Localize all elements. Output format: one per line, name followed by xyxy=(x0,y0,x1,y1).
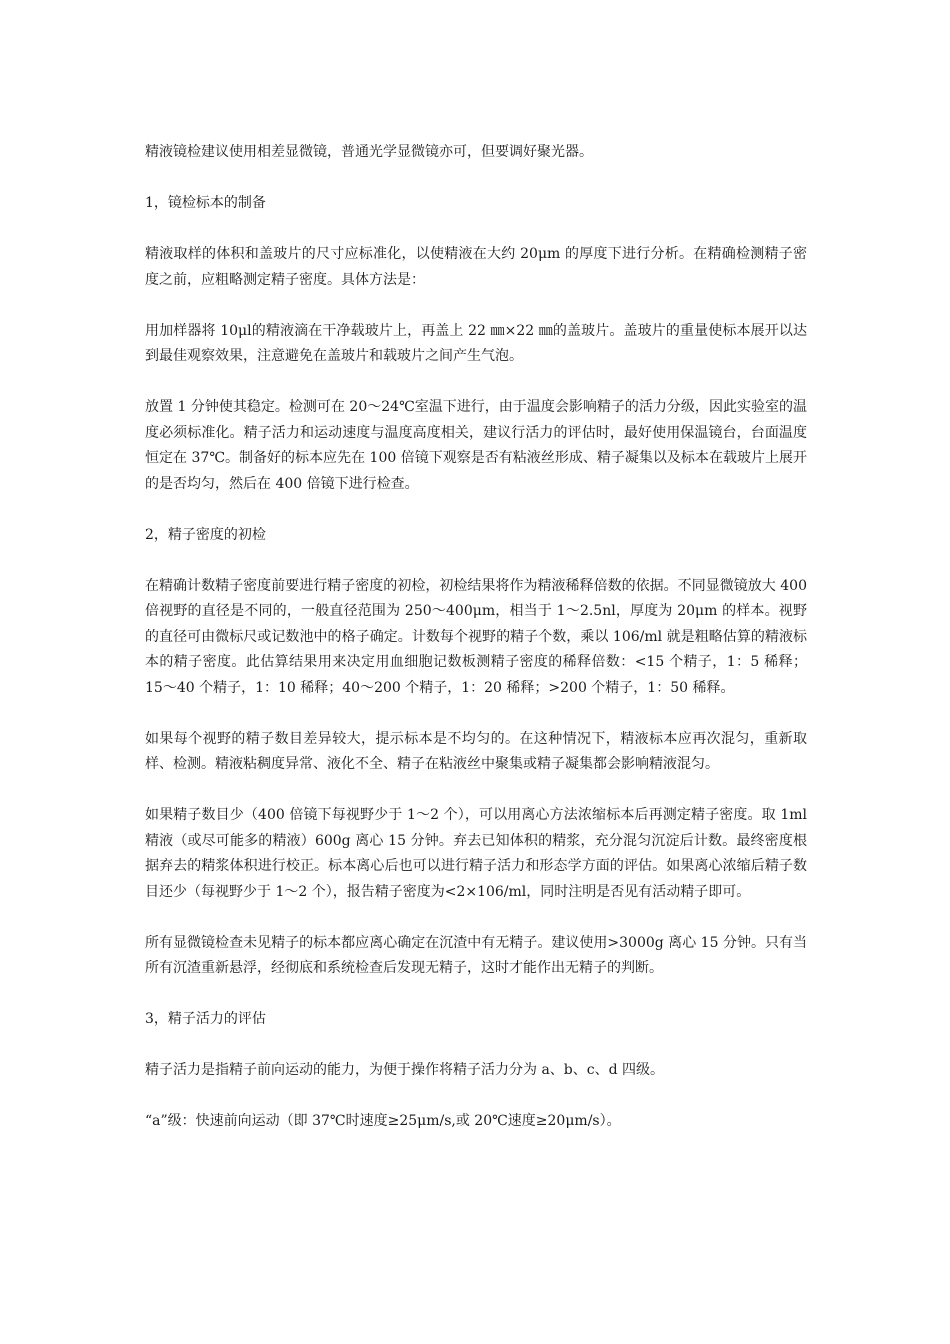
section-3-paragraph: “a”级：快速前向运动（即 37℃时速度≥25μm/s,或 20℃速度≥20μm/s）。 xyxy=(145,1113,621,1129)
section-3-heading: 3，精子活力的评估 xyxy=(145,1011,266,1027)
section-3-paragraph: 精子活力是指精子前向运动的能力，为便于操作将精子活力分为 a、b、c、d 四级。 xyxy=(145,1062,665,1078)
section-2-paragraph: 在精确计数精子密度前要进行精子密度的初检，初检结果将作为精液稀释倍数的依据。不同显微镜放大 400 倍视野的直径是不同的，一般直径范围为 250～400μm，相当于 1～2.5nl，厚度为 20μm 的样本。视野的直径可由微标尺或记数池中的格子确定。计数每个视野的精子个数，乘以 106/ml 就是粗略估算的精液标本的精子密度。此估算结果用来决定用血细胞记数板测精子密度的稀释倍数：<15 个精子，1：5 稀释；15～40 个精子，1：10 稀释；40～200 个精子，1：20 稀释；>200 个精子，1：50 稀释。 xyxy=(145,577,807,696)
section-1-paragraph: 精液取样的体积和盖玻片的尺寸应标准化，以使精液在大约 20μm 的厚度下进行分析。在精确检测精子密度之前，应粗略测定精子密度。具体方法是： xyxy=(145,246,807,288)
section-1-paragraph: 放置 1 分钟使其稳定。检测可在 20～24℃室温下进行，由于温度会影响精子的活力分级，因此实验室的温度必须标准化。精子活力和运动速度与温度高度相关，建议行活力的评估时，最好使用保温镜台，台面温度恒定在 37℃。制备好的标本应先在 100 倍镜下观察是否有粘液丝形成、精子凝集以及标本在载玻片上展开的是否均匀，然后在 400 倍镜下进行检查。 xyxy=(145,399,807,492)
section-2-heading: 2，精子密度的初检 xyxy=(145,526,266,543)
intro-paragraph: 精液镜检建议使用相差显微镜，普通光学显微镜亦可，但要调好聚光器。 xyxy=(145,144,593,160)
section-2-paragraph: 如果每个视野的精子数目差异较大，提示标本是不均匀的。在这种情况下，精液标本应再次混匀，重新取样、检测。精液粘稠度异常、液化不全、精子在粘液丝中聚集或精子凝集都会影响精液混匀。 xyxy=(145,730,807,772)
section-1-heading: 1，镜检标本的制备 xyxy=(145,195,266,211)
document-page xyxy=(145,140,807,1160)
section-1-paragraph: 用加样器将 10μl的精液滴在干净载玻片上，再盖上 22 ㎜×22 ㎜的盖玻片。盖玻片的重量使标本展开以达到最佳观察效果，注意避免在盖玻片和载玻片之间产生气泡。 xyxy=(145,322,807,364)
section-2-paragraph: 如果精子数目少（400 倍镜下每视野少于 1～2 个），可以用离心方法浓缩标本后再测定精子密度。取 1ml 精液（或尽可能多的精液）600g 离心 15 分钟。弃去已知体积的精浆，充分混匀沉淀后计数。最终密度根据弃去的精浆体积进行校正。标本离心后也可以进行精子活力和形态学方面的评估。如果离心浓缩后精子数目还少（每视野少于 1～2 个），报告精子密度为<2×106/ml，同时注明是否见有活动精子即可。 xyxy=(145,807,807,900)
section-2-paragraph: 所有显微镜检查未见精子的标本都应离心确定在沉渣中有无精子。建议使用>3000g 离心 15 分钟。只有当所有沉渣重新悬浮，经彻底和系统检查后发现无精子，这时才能作出无精子的判断。 xyxy=(145,934,807,976)
